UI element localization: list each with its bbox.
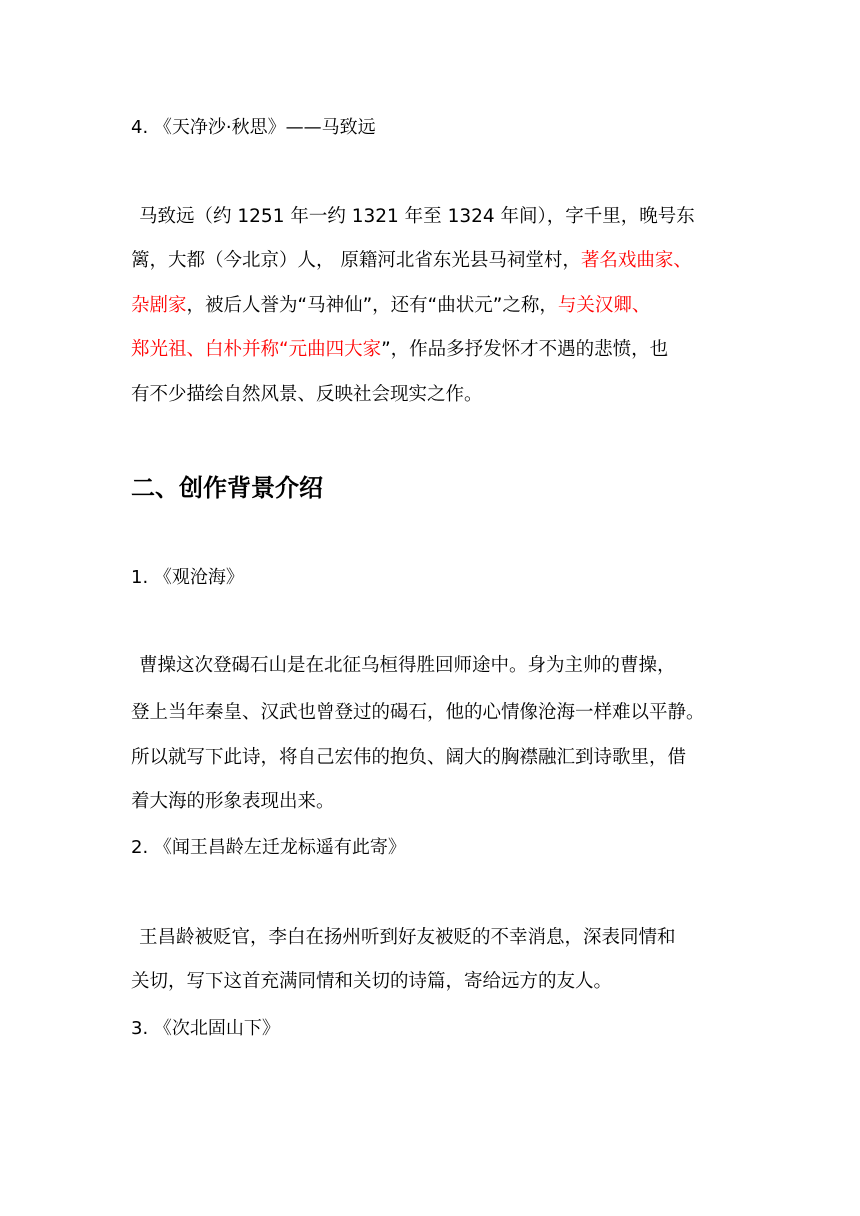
text-run: 马致远（约 1251 年一约 1321 年至 1324 年间），字千里，晚号东 bbox=[139, 206, 695, 227]
item1-paragraph-line: 登上当年秦皇、汉武也曾登过的碣石，他的心情像沧海一样难以平静。 bbox=[131, 702, 705, 723]
item2-paragraph-line: 王昌龄被贬官，李白在扬州听到好友被贬的不幸消息，深表同情和 bbox=[139, 927, 676, 948]
highlight-run: 杂剧家 bbox=[131, 295, 187, 316]
item2-paragraph-line: 关切，写下这首充满同情和关切的诗篇，寄给远方的友人。 bbox=[131, 971, 613, 992]
item4-paragraph-line bbox=[131, 294, 650, 318]
highlight-run: 著名戏曲家、 bbox=[580, 250, 692, 271]
item1-title: 1. 《观沧海》 bbox=[131, 567, 244, 588]
item1-paragraph-line: 所以就写下此诗，将自己宏伟的抱负、阔大的胸襟融汇到诗歌里，借 bbox=[131, 747, 687, 768]
text-run: ”，作品多抒发怀才不遇的悲愤，也 bbox=[381, 339, 669, 360]
text-run: 篱，大都（今北京）人， 原籍河北省东光县马祠堂村， bbox=[131, 250, 581, 271]
item1-paragraph-line: 着大海的形象表现出来。 bbox=[131, 791, 335, 812]
item1-paragraph-line: 曹操这次登碣石山是在北征乌桓得胜回师途中。身为主帅的曹操， bbox=[139, 655, 676, 676]
item2-title: 2. 《闻王昌龄左迁龙标遥有此寄》 bbox=[131, 837, 406, 858]
item4-paragraph-line bbox=[131, 249, 692, 273]
highlight-run: 与关汉卿、 bbox=[557, 295, 651, 316]
text-run: ，被后人誉为“马神仙”，还有“曲状元”之称， bbox=[186, 295, 558, 316]
item4-paragraph-line bbox=[131, 383, 483, 407]
highlight-run: 郑光祖、白朴并称“元曲四大家 bbox=[131, 339, 382, 360]
item4-paragraph-line bbox=[139, 205, 695, 229]
item3-title: 3. 《次北固山下》 bbox=[131, 1018, 280, 1039]
item4-paragraph-line bbox=[131, 338, 668, 362]
section-heading: 二、创作背景介绍 bbox=[131, 474, 323, 502]
text-run: 有不少描绘自然风景、反映社会现实之作。 bbox=[131, 384, 483, 405]
item4-title: 4. 《天净沙·秋思》——马致远 bbox=[131, 117, 376, 138]
